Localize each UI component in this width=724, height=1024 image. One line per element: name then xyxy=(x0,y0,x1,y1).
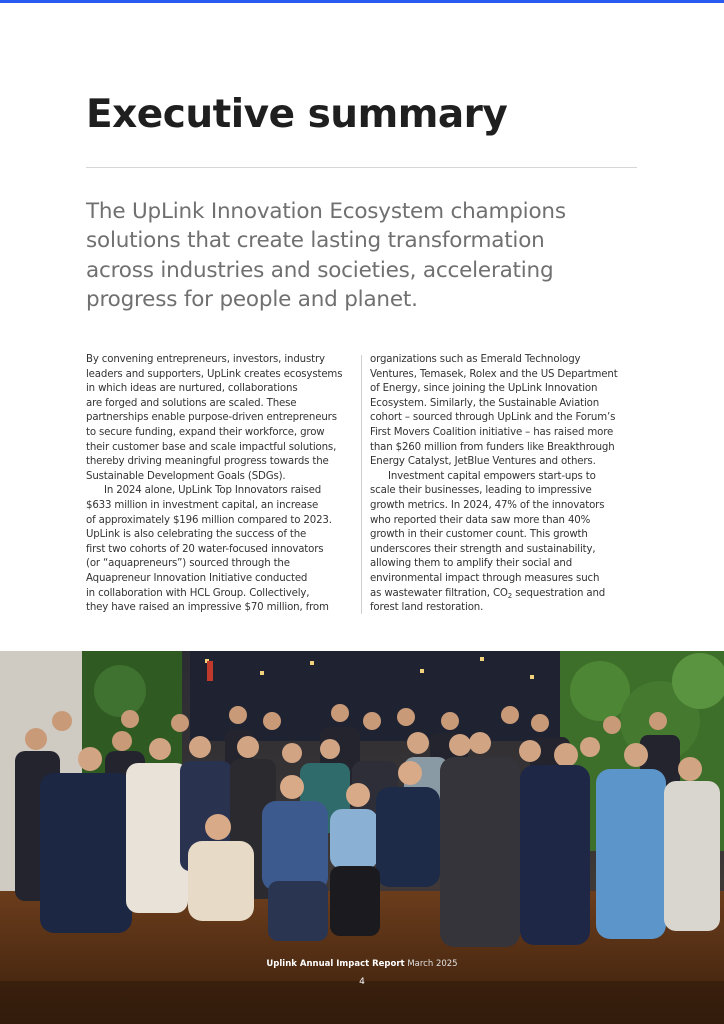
body-column-left xyxy=(86,353,358,616)
column-separator xyxy=(361,355,362,614)
top-accent-rule xyxy=(0,0,724,3)
body-line xyxy=(370,587,642,602)
body-line: (or “aquapreneurs”) sourced through the xyxy=(86,558,290,570)
body-line: growth in their customer count. This growth xyxy=(370,529,588,541)
lead-paragraph xyxy=(86,197,646,314)
body-line: Investment capital empowers start-ups to xyxy=(388,470,596,482)
body-line: forest land restoration. xyxy=(370,602,484,614)
body-line: than $260 million from funders like Breakthrough xyxy=(370,441,615,453)
body-line: Aquapreneur Innovation Initiative conducted xyxy=(86,572,308,584)
body-line: first two cohorts of 20 water-focused innovators xyxy=(86,543,324,555)
page-number: 4 xyxy=(359,977,365,987)
body-line: UpLink is also celebrating the success of the xyxy=(86,529,307,541)
page-footer xyxy=(0,959,724,969)
title-divider xyxy=(86,167,637,168)
lead-line: The UpLink Innovation Ecosystem champions xyxy=(86,199,566,224)
body-line: they have raised an impressive $70 million, from xyxy=(86,602,329,614)
body-line: to secure funding, expand their workforce, grow xyxy=(86,426,325,438)
lead-line: progress for people and planet. xyxy=(86,286,418,312)
co2-subscript: 2 xyxy=(507,591,513,600)
body-line: underscores their strength and sustainability, xyxy=(370,543,596,555)
body-line: Sustainable Development Goals (SDGs). xyxy=(86,470,286,482)
body-line: organizations such as Emerald Technology xyxy=(370,354,581,365)
body-line: By convening entrepreneurs, investors, industry xyxy=(86,354,325,365)
body-line: environmental impact through measures such xyxy=(370,572,600,584)
body-line: who reported their data saw more than 40% xyxy=(370,514,591,526)
body-line: leaders and supporters, UpLink creates ecosystems xyxy=(86,368,343,380)
body-line: partnerships enable purpose-driven entrepreneurs xyxy=(86,412,337,424)
body-line: of Energy, since joining the UpLink Innovation xyxy=(370,383,598,395)
body-line: Ventures, Temasek, Rolex and the US Department xyxy=(370,368,618,380)
footer-brand: Uplink Annual Impact Report xyxy=(266,959,405,969)
lead-line: solutions that create lasting transformation xyxy=(86,228,545,254)
footer-date: March 2025 xyxy=(407,959,458,969)
body-line: Energy Catalyst, JetBlue Ventures and others. xyxy=(370,456,596,468)
page-title: Executive summary xyxy=(86,92,508,137)
body-line: thereby driving meaningful progress towards the xyxy=(86,456,329,468)
co2-text: as wastewater filtration, CO xyxy=(370,587,508,599)
co2-continuation: sequestration and xyxy=(512,587,606,599)
body-line: growth metrics. In 2024, 47% of the innovators xyxy=(370,499,605,511)
body-line: are forged and solutions are scaled. These xyxy=(86,397,297,409)
body-line: scale their businesses, leading to impressive xyxy=(370,485,592,497)
body-line: allowing them to amplify their social and xyxy=(370,558,573,570)
body-line: In 2024 alone, UpLink Top Innovators raised xyxy=(104,485,322,497)
body-line: of approximately $196 million compared to 2023. xyxy=(86,514,332,526)
body-line: First Movers Coalition initiative – has raised more xyxy=(370,426,614,438)
body-line: Ecosystem. Similarly, the Sustainable Aviation xyxy=(370,397,600,409)
body-line: cohort – sourced through UpLink and the Forum’s xyxy=(370,412,616,424)
lead-line: across industries and societies, accelerating xyxy=(86,257,554,283)
body-column-right xyxy=(370,353,642,616)
body-line: in which ideas are nurtured, collaborations xyxy=(86,383,298,395)
body-line: $633 million in investment capital, an increase xyxy=(86,499,319,511)
body-line: in collaboration with HCL Group. Collectively, xyxy=(86,587,310,599)
body-line: their customer base and scale impactful solutions, xyxy=(86,441,337,453)
